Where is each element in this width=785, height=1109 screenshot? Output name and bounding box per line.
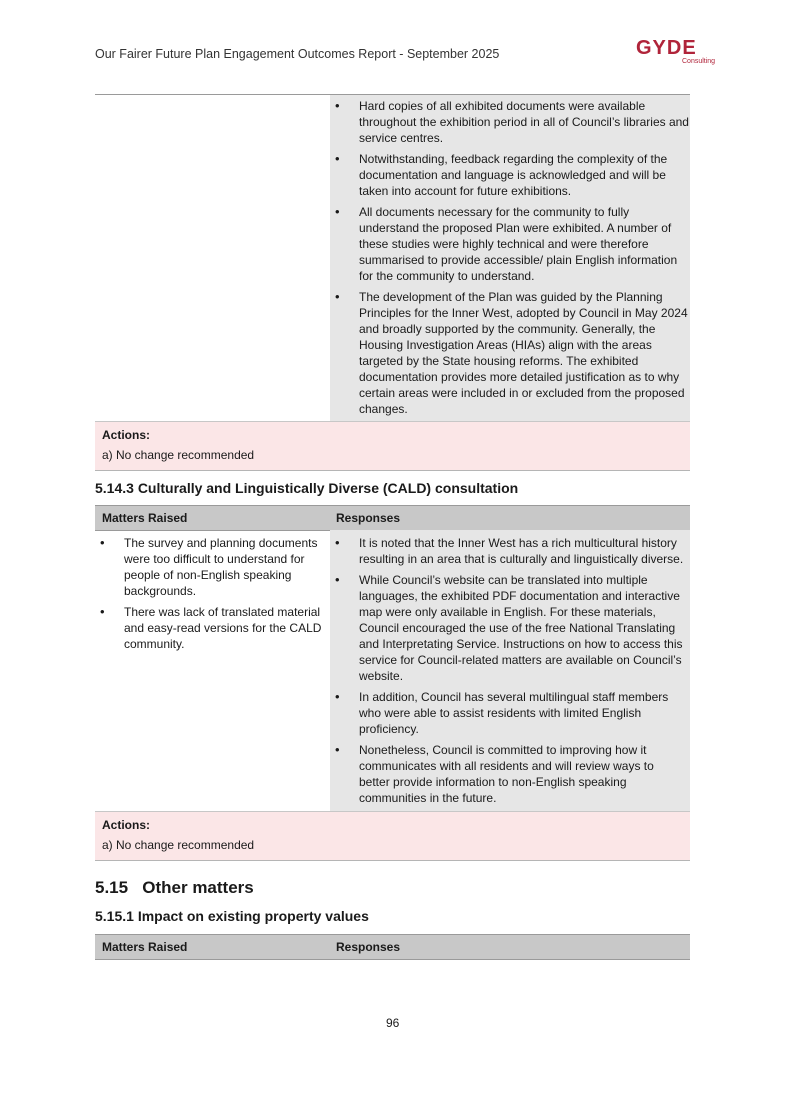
list-item: • Notwithstanding, feedback regarding the complexity of the documentation and language is acknowledged and will be taken into account for future exhibitions. [330, 151, 690, 199]
column-header-responses: Responses [336, 511, 401, 525]
list-item: • All documents necessary for the community to fully understand the proposed Plan were exhibited. A number of these studies were highly technical and were therefore summarised to provide accessible/ plain English information for the community to understand. [330, 204, 690, 284]
list-item: • Nonetheless, Council is committed to improving how it communicates with all residents and will review ways to better provide information to non-English speaking communities in the future. [330, 742, 684, 806]
actions-text: a) No change recommended [102, 448, 255, 462]
logo-wordmark: GYDE [636, 37, 697, 59]
column-header-matters: Matters Raised [102, 511, 188, 525]
document-header-title: Our Fairer Future Plan Engagement Outcomes Report - September 2025 [95, 47, 500, 61]
table-header [95, 934, 690, 960]
list-item: • It is noted that the Inner West has a rich multicultural history resulting in an area that is culturally and linguistically diverse. [330, 535, 684, 567]
responses-cell [330, 530, 690, 811]
page-number: 96 [386, 1016, 400, 1030]
subsection-heading: 5.15.1 Impact on existing property values [95, 908, 369, 924]
list-item: • Hard copies of all exhibited documents were available throughout the exhibition period in all of Council’s libraries and service centres. [330, 98, 690, 146]
matters-cell [95, 530, 330, 657]
actions-label: Actions: [102, 818, 150, 832]
table-header [95, 505, 690, 531]
responses-cell [330, 95, 690, 422]
actions-row [95, 421, 690, 471]
gyde-logo [636, 38, 726, 70]
cald-table-body [95, 530, 690, 811]
column-header-responses: Responses [336, 940, 401, 954]
list-item: • In addition, Council has several multilingual staff members who were able to assist residents with limited English proficiency. [330, 689, 684, 737]
section-heading: 5.14.3 Culturally and Linguistically Diverse (CALD) consultation [95, 480, 519, 496]
list-item: • While Council’s website can be translated into multiple languages, the exhibited PDF documentation and interactive map were only available in English. For these materials, Council encouraged the use of the free National Translating and Interpretating Service. Instructions on how to access this service for Council-related matters are available on Council’s website. [330, 572, 684, 684]
list-item: • There was lack of translated material and easy-read versions for the CALD community. [95, 604, 322, 652]
column-header-matters: Matters Raised [102, 940, 188, 954]
list-item: • The development of the Plan was guided by the Planning Principles for the Inner West, adopted by Council in May 2024 and broadly supported by the community. Generally, the Housing Investigation Areas (HIAs) align with the areas targeted by the State housing reforms. The exhibited documentation provides more detailed justification as to why certain areas were included in or excluded from the proposed changes. [330, 289, 690, 417]
table-continued [95, 94, 690, 422]
section-title: 5.15 Other matters [95, 878, 254, 897]
actions-label: Actions: [102, 428, 150, 442]
logo-subtitle: Consulting [682, 58, 716, 65]
actions-row [95, 811, 690, 861]
responses-list [330, 95, 690, 417]
list-item: • The survey and planning documents were too difficult to understand for people of non-English speaking backgrounds. [95, 535, 322, 599]
responses-list [330, 530, 690, 806]
actions-text: a) No change recommended [102, 838, 255, 852]
matters-list [95, 530, 330, 652]
